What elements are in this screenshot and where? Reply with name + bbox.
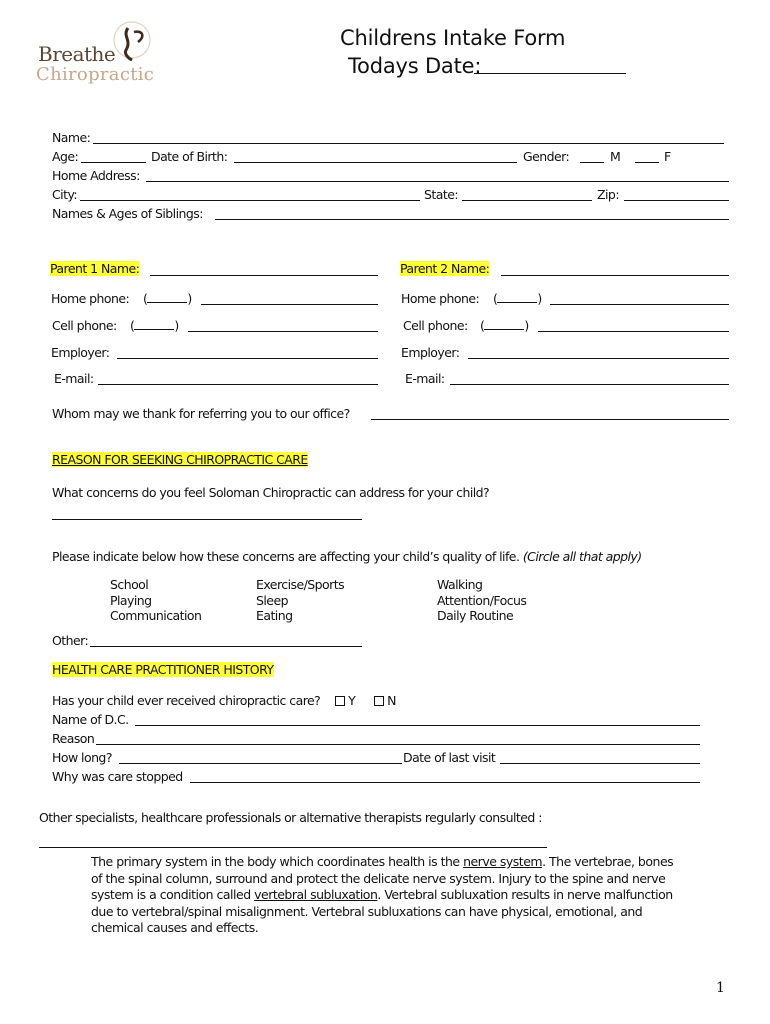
other-label: Other: (52, 633, 89, 648)
option-attention-focus[interactable]: Attention/Focus (437, 592, 527, 608)
how-long-field[interactable] (119, 750, 402, 764)
todays-date-label: Todays Date: (348, 54, 482, 78)
reason-field[interactable] (96, 731, 700, 745)
chiropractic-care-row (52, 693, 396, 708)
parent1-cell-phone-field[interactable] (188, 318, 378, 332)
siblings-label: Names & Ages of Siblings: (52, 206, 203, 221)
info-nerve-system: nerve system (463, 854, 543, 869)
logo-text-breathe: Breathe (38, 42, 116, 66)
parent2-cell-phone-label: Cell phone: (403, 318, 468, 333)
parent2-home-phone-field[interactable] (550, 291, 729, 305)
siblings-field[interactable] (215, 206, 729, 220)
yes-checkbox[interactable] (335, 696, 345, 706)
gender-m-field[interactable] (580, 149, 604, 163)
parent1-name-label: Parent 1 Name: (50, 261, 140, 276)
option-column-1 (110, 577, 201, 624)
page-number: 1 (716, 980, 725, 996)
why-stopped-label: Why was care stopped (52, 769, 183, 784)
parent2-name-field[interactable] (501, 262, 729, 276)
age-field[interactable] (81, 149, 146, 163)
circle-all-note: (Circle all that apply) (522, 549, 642, 564)
no-checkbox[interactable] (374, 696, 384, 706)
logo (36, 20, 156, 86)
last-visit-label: Date of last visit (403, 750, 496, 765)
parent1-email-field[interactable] (98, 371, 378, 385)
name-label: Name: (52, 130, 91, 145)
parent1-employer-field[interactable] (117, 345, 378, 359)
gender-label: Gender: (523, 149, 570, 164)
todays-date-field[interactable] (474, 56, 626, 74)
parent2-email-field[interactable] (450, 371, 729, 385)
dob-field[interactable] (234, 149, 517, 163)
last-visit-field[interactable] (500, 750, 700, 764)
parent2-name-label: Parent 2 Name: (400, 261, 490, 276)
option-sleep[interactable]: Sleep (256, 592, 288, 608)
parent2-employer-field[interactable] (468, 345, 729, 359)
dc-name-label: Name of D.C. (52, 712, 129, 727)
referral-field[interactable] (371, 406, 729, 420)
option-school[interactable]: School (110, 577, 149, 592)
why-stopped-field[interactable] (190, 769, 700, 783)
info-text-2: . The vertebrae, bones of the spinal column, surround and protect the delicate nerve system. Injury to the spine and nerve system is a condition called (91, 854, 674, 902)
yes-label: Y (348, 693, 356, 708)
info-text-3: . Vertebral subluxation results in nerve malfunction due to vertebral/spinal misalignment. Vertebral subluxations can have physical, emotional, and chemical causes and effects. (91, 887, 673, 935)
option-column-3 (437, 577, 526, 624)
parent2-home-phone-label: Home phone: (401, 291, 480, 306)
specialists-label: Other specialists, healthcare professionals or alternative therapists regularly consulted : (39, 810, 542, 825)
parent1-cell-area-code[interactable]: ( ) (130, 318, 179, 333)
parent1-home-phone-label: Home phone: (51, 291, 130, 306)
gender-f-label: F (664, 149, 671, 164)
state-field[interactable] (462, 187, 592, 201)
info-text-1: The primary system in the body which coordinates health is the (91, 854, 464, 869)
how-long-label: How long? (52, 750, 112, 765)
logo-text-chiropractic: Chiropractic (36, 64, 155, 85)
reason-heading: REASON FOR SEEKING CHIROPRACTIC CARE (52, 452, 308, 467)
no-label: N (387, 693, 396, 708)
zip-field[interactable] (624, 187, 729, 201)
parent1-email-label: E-mail: (54, 371, 94, 386)
parent2-employer-label: Employer: (401, 345, 460, 360)
parent2-cell-phone-field[interactable] (538, 318, 729, 332)
option-walking[interactable]: Walking (437, 577, 483, 592)
gender-m-label: M (610, 149, 621, 164)
parent2-home-area-code[interactable]: ( ) (493, 291, 542, 306)
zip-label: Zip: (597, 187, 619, 202)
city-label: City: (52, 187, 78, 202)
gender-f-field[interactable] (635, 149, 659, 163)
quality-of-life-prompt (52, 549, 642, 564)
reason-label: Reason (52, 731, 95, 746)
parent1-cell-phone-label: Cell phone: (52, 318, 117, 333)
parent2-cell-area-code[interactable]: ( ) (480, 318, 529, 333)
option-exercise-sports[interactable]: Exercise/Sports (256, 577, 345, 592)
nerve-system-info (91, 854, 681, 937)
other-field[interactable] (90, 633, 362, 647)
parent1-name-field[interactable] (150, 262, 378, 276)
option-playing[interactable]: Playing (110, 592, 152, 608)
parent2-email-label: E-mail: (405, 371, 445, 386)
option-eating[interactable]: Eating (256, 608, 293, 623)
quality-of-life-text: Please indicate below how these concerns are affecting your child’s quality of life. (52, 549, 520, 564)
option-column-2 (256, 577, 344, 624)
chiropractic-care-question: Has your child ever received chiropractic care? (52, 693, 321, 708)
concerns-field[interactable] (52, 506, 362, 520)
history-heading: HEALTH CARE PRACTITIONER HISTORY (52, 662, 274, 677)
parent1-home-area-code[interactable]: ( ) (143, 291, 192, 306)
specialists-field[interactable] (39, 834, 547, 848)
referral-label: Whom may we thank for referring you to our office? (52, 406, 350, 421)
address-label: Home Address: (52, 168, 140, 183)
name-field[interactable] (93, 130, 724, 144)
option-communication[interactable]: Communication (110, 608, 202, 623)
dc-name-field[interactable] (135, 712, 700, 726)
age-label: Age: (52, 149, 79, 164)
option-daily-routine[interactable]: Daily Routine (437, 608, 514, 623)
dob-label: Date of Birth: (151, 149, 228, 164)
state-label: State: (424, 187, 458, 202)
info-vertebral-subluxation: vertebral subluxation (254, 887, 378, 902)
address-field[interactable] (146, 168, 729, 182)
city-field[interactable] (80, 187, 420, 201)
form-title: Childrens Intake Form (340, 26, 566, 50)
parent1-employer-label: Employer: (51, 345, 110, 360)
concerns-question: What concerns do you feel Soloman Chiropractic can address for your child? (52, 485, 490, 500)
parent1-home-phone-field[interactable] (201, 291, 378, 305)
